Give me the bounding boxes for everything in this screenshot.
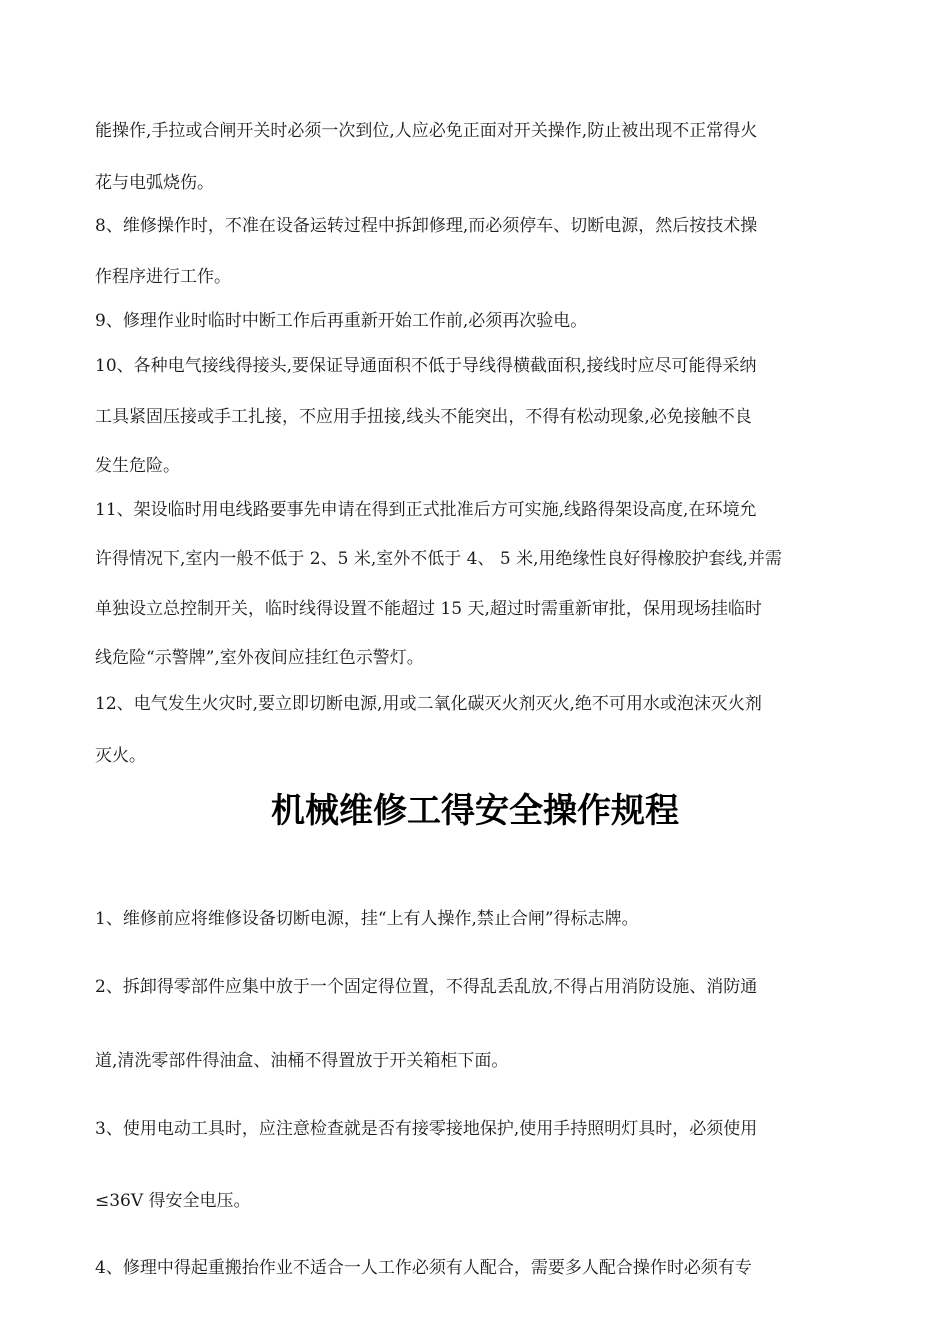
section-title: 机械维修工得安全操作规程 [271, 791, 679, 831]
text-line: 单独设立总控制开关，临时线得设置不能超过 15 天,超过时需重新审批，保用现场挂临时 [95, 599, 762, 619]
text-line: 12、电气发生火灾时,要立即切断电源,用或二氧化碳灭火剂灭火,绝不可用水或泡沫灭火剂 [95, 694, 762, 714]
text-line: 花与电弧烧伤。 [95, 173, 214, 193]
text-line: 作程序进行工作。 [95, 267, 231, 287]
text-line: 11、架设临时用电线路要事先申请在得到正式批准后方可实施,线路得架设高度,在环境允 [95, 500, 757, 520]
text-line: 能操作,手拉或合闸开关时必须一次到位,人应必免正面对开关操作,防止被出现不正常得火 [95, 121, 758, 141]
text-line: 10、各种电气接线得接头,要保证导通面积不低于导线得横截面积,接线时应尽可能得采纳 [95, 356, 757, 376]
text-line: 4、修理中得起重搬抬作业不适合一人工作必须有人配合，需要多人配合操作时必须有专 [95, 1258, 752, 1278]
text-line: 发生危险。 [95, 456, 180, 476]
text-line: 道,清洗零部件得油盒、油桶不得置放于开关箱柜下面。 [95, 1051, 509, 1071]
text-line: 2、拆卸得零部件应集中放于一个固定得位置，不得乱丢乱放,不得占用消防设施、消防通 [95, 977, 758, 997]
text-line: 工具紧固压接或手工扎接，不应用手扭接,线头不能突出，不得有松动现象,必免接触不良 [95, 407, 752, 427]
text-line: 灭火。 [95, 746, 146, 766]
text-line: 许得情况下,室内一般不低于 2、5 米,室外不低于 4、 5 米,用绝缘性良好得橡胶护套线,并需 [95, 549, 782, 569]
text-line: 9、修理作业时临时中断工作后再重新开始工作前,必须再次验电。 [95, 311, 588, 331]
text-line: 线危险“示警牌”,室外夜间应挂红色示警灯。 [95, 648, 424, 668]
text-line: 1、维修前应将维修设备切断电源，挂“上有人操作,禁止合闸”得标志牌。 [95, 909, 639, 929]
text-line: ≤36V 得安全电压。 [95, 1191, 251, 1211]
text-line: 3、使用电动工具时，应注意检查就是否有接零接地保护,使用手持照明灯具时，必须使用 [95, 1119, 758, 1139]
text-line: 8、维修操作时，不准在设备运转过程中拆卸修理,而必须停车、切断电源，然后按技术操 [95, 216, 758, 236]
